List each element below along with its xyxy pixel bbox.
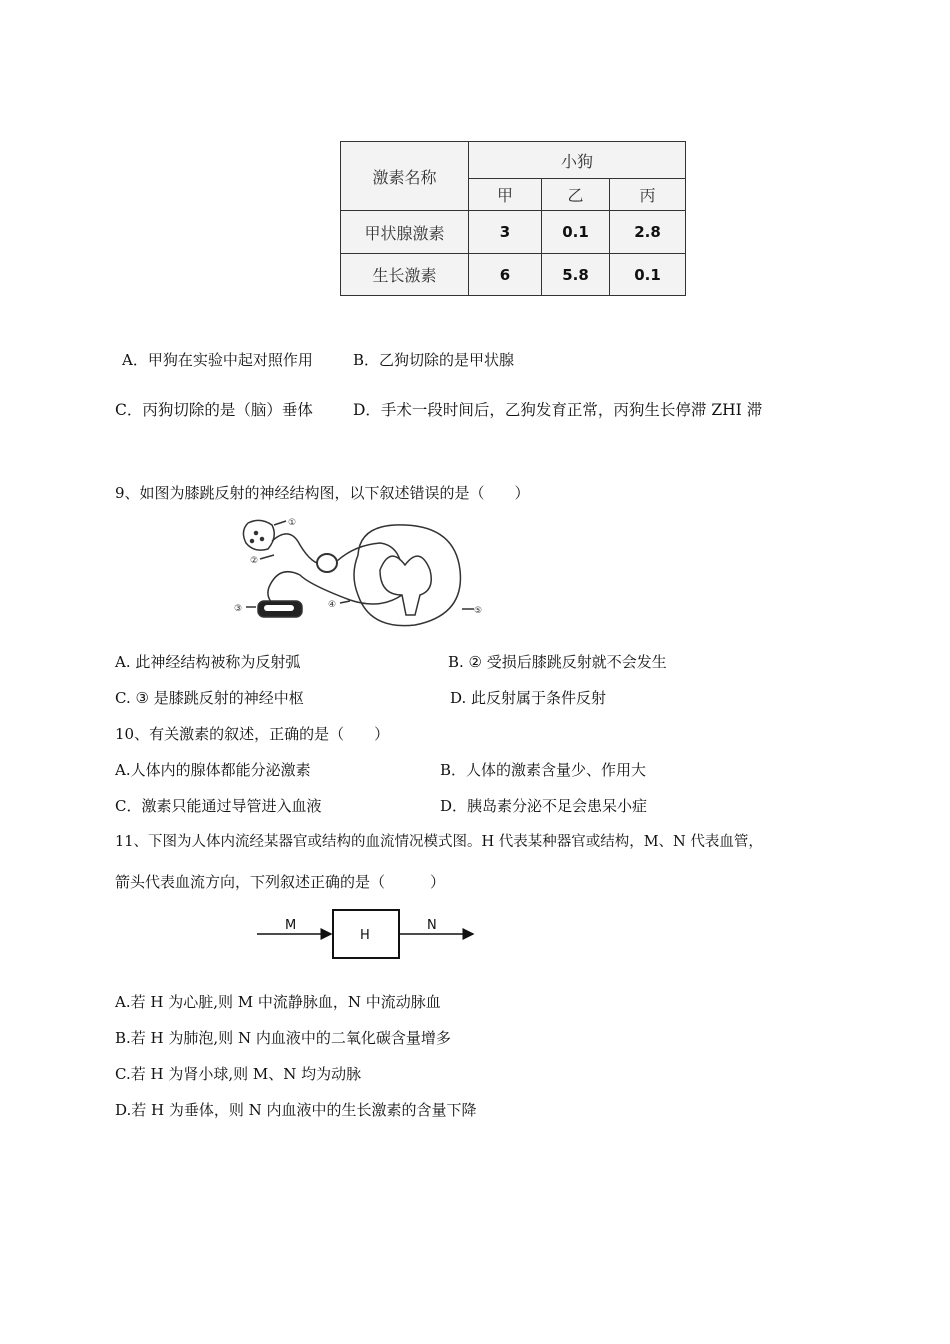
q11-stem-line1: 11、下图为人体内流经某器官或结构的血流情况模式图。H 代表某种器官或结构，M、N 代表血管， bbox=[115, 834, 763, 850]
table-cell: 2.8 bbox=[610, 211, 686, 254]
table-cell: 3 bbox=[469, 211, 542, 254]
q10-option-b: B．人体的激素含量少、作用大 bbox=[440, 761, 647, 779]
header-dog-2: 乙 bbox=[542, 179, 610, 211]
q11-option-c: C.若 H 为肾小球,则 M、N 均为动脉 bbox=[115, 1065, 362, 1083]
q8-option-c: C．丙狗切除的是（脑）垂体 bbox=[115, 401, 313, 419]
table-cell: 5.8 bbox=[542, 254, 610, 296]
header-dog-3: 丙 bbox=[610, 179, 686, 211]
q9-option-b: B. ② 受损后膝跳反射就不会发生 bbox=[448, 653, 667, 671]
row-label: 生长激素 bbox=[341, 254, 469, 296]
label-m: M bbox=[285, 918, 297, 933]
q8-option-a: A．甲狗在实验中起对照作用 bbox=[122, 351, 313, 369]
table-cell: 0.1 bbox=[542, 211, 610, 254]
table-cell: 6 bbox=[469, 254, 542, 296]
q9-option-c: C. ③ 是膝跳反射的神经中枢 bbox=[115, 689, 304, 707]
q10-option-d: D．胰岛素分泌不足会患呆小症 bbox=[440, 797, 648, 815]
label-h: H bbox=[360, 928, 370, 943]
q11-option-a: A.若 H 为心脏,则 M 中流静脉血，N 中流动脉血 bbox=[115, 993, 441, 1011]
q10-option-a: A.人体内的腺体都能分泌激素 bbox=[115, 761, 311, 779]
q8-option-b: B．乙狗切除的是甲状腺 bbox=[353, 351, 515, 369]
q9-stem: 9、如图为膝跳反射的神经结构图，以下叙述错误的是（ ） bbox=[115, 484, 530, 502]
hormone-table bbox=[340, 141, 686, 296]
header-hormone-name: 激素名称 bbox=[341, 142, 469, 211]
q9-option-d: D. 此反射属于条件反射 bbox=[450, 689, 607, 707]
q8-option-d: D．手术一段时间后，乙狗发育正常，丙狗生长停滞 ZHI 滞 bbox=[353, 401, 763, 419]
table-row bbox=[341, 211, 686, 254]
table-row bbox=[341, 254, 686, 296]
q9-option-a: A. 此神经结构被称为反射弧 bbox=[115, 653, 301, 671]
label-5: ⑤ bbox=[474, 606, 483, 616]
q10-stem: 10、有关激素的叙述，正确的是（ ） bbox=[115, 725, 390, 743]
label-2: ② bbox=[250, 556, 259, 566]
label-1: ① bbox=[288, 518, 297, 528]
row-label: 甲状腺激素 bbox=[341, 211, 469, 254]
header-puppy: 小狗 bbox=[469, 142, 686, 179]
q10-option-c: C．激素只能通过导管进入血液 bbox=[115, 797, 322, 815]
table-cell: 0.1 bbox=[610, 254, 686, 296]
q11-stem-line2: 箭头代表血流方向，下列叙述正确的是（ ） bbox=[115, 873, 446, 891]
q11-option-b: B.若 H 为肺泡,则 N 内血液中的二氧化碳含量增多 bbox=[115, 1029, 451, 1047]
label-n: N bbox=[427, 918, 437, 933]
blood-flow-diagram bbox=[255, 905, 480, 960]
q11-option-d: D.若 H 为垂体，则 N 内血液中的生长激素的含量下降 bbox=[115, 1101, 477, 1119]
label-4: ④ bbox=[328, 600, 337, 610]
knee-reflex-diagram bbox=[230, 515, 490, 635]
label-3: ③ bbox=[234, 604, 243, 614]
header-dog-1: 甲 bbox=[469, 179, 542, 211]
